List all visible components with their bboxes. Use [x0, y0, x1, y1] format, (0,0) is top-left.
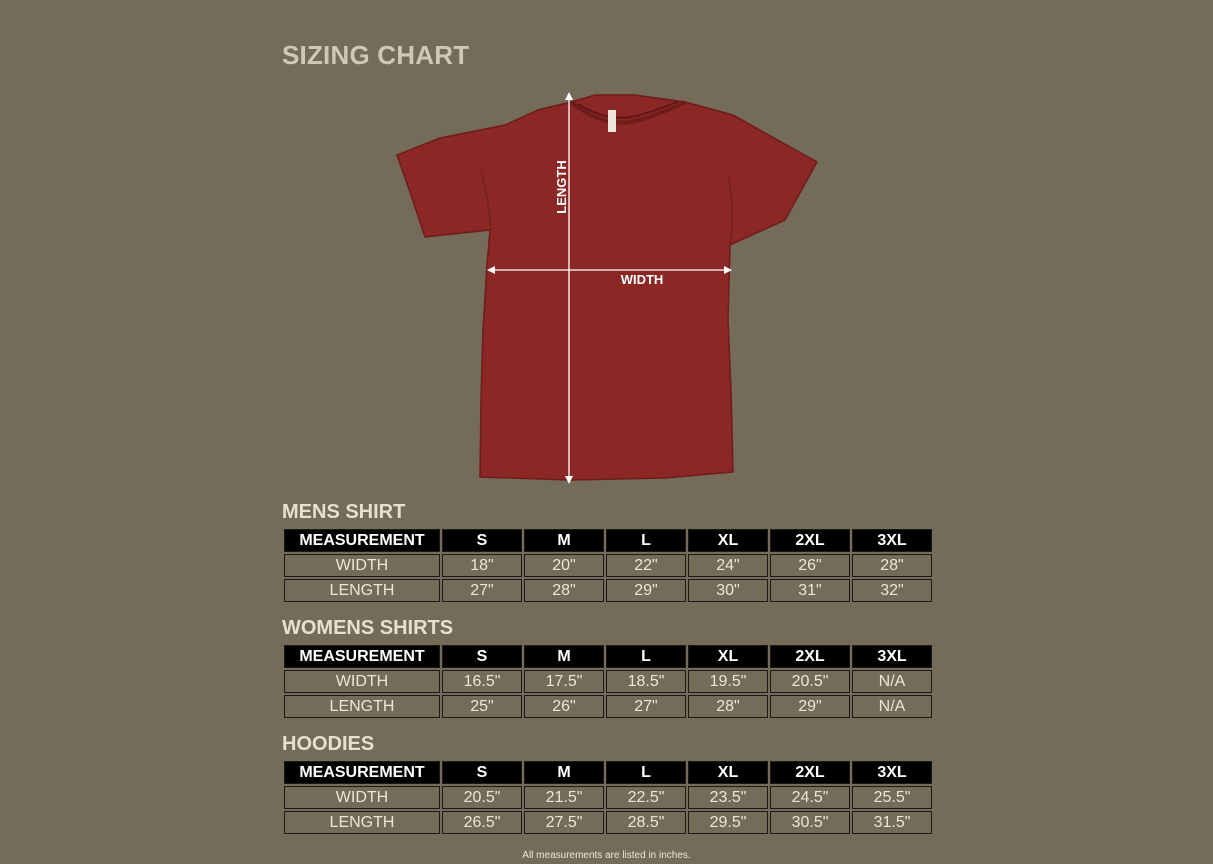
column-header: L	[606, 529, 686, 552]
column-header: XL	[688, 645, 768, 668]
tshirt-body	[397, 95, 817, 480]
column-header: XL	[688, 529, 768, 552]
womens-shirts-title: WOMENS SHIRTS	[282, 617, 454, 639]
column-header: 3XL	[852, 645, 932, 668]
table-cell: 28"	[688, 695, 768, 718]
column-header: M	[524, 529, 604, 552]
table-cell: N/A	[852, 695, 932, 718]
column-header: L	[606, 645, 686, 668]
table-cell: 23.5"	[688, 786, 768, 809]
table-cell: 25"	[442, 695, 522, 718]
table-cell: 25.5"	[852, 786, 932, 809]
table-cell: 26.5"	[442, 811, 522, 834]
table-row	[284, 670, 932, 693]
column-header: MEASUREMENT	[284, 761, 440, 784]
column-header: S	[442, 761, 522, 784]
table-cell: 22"	[606, 554, 686, 577]
table-cell: 17.5"	[524, 670, 604, 693]
row-label: WIDTH	[284, 554, 440, 577]
table-cell: 29"	[606, 579, 686, 602]
table-row	[284, 786, 932, 809]
page-title: SIZING CHART	[282, 40, 470, 70]
table-header-row	[284, 645, 932, 668]
table-row	[284, 811, 932, 834]
hoodies-size-table	[282, 759, 934, 836]
table-cell: 30"	[688, 579, 768, 602]
tshirt-diagram	[395, 90, 820, 485]
table-cell: 27"	[442, 579, 522, 602]
column-header: M	[524, 645, 604, 668]
table-cell: 32"	[852, 579, 932, 602]
width-label: WIDTH	[620, 272, 664, 287]
table-cell: 31"	[770, 579, 850, 602]
mens-size-table	[282, 527, 934, 604]
table-cell: 20.5"	[770, 670, 850, 693]
table-cell: 16.5"	[442, 670, 522, 693]
column-header: 3XL	[852, 529, 932, 552]
row-label: WIDTH	[284, 670, 440, 693]
table-cell: 28"	[524, 579, 604, 602]
column-header: M	[524, 761, 604, 784]
column-header: MEASUREMENT	[284, 529, 440, 552]
column-header: 2XL	[770, 761, 850, 784]
footnote: All measurements are listed in inches.	[522, 850, 691, 861]
table-cell: 27"	[606, 695, 686, 718]
table-cell: 24"	[688, 554, 768, 577]
table-cell: 29.5"	[688, 811, 768, 834]
table-cell: 20"	[524, 554, 604, 577]
mens-shirt-title: MENS SHIRT	[282, 501, 406, 523]
table-cell: 19.5"	[688, 670, 768, 693]
table-cell: 30.5"	[770, 811, 850, 834]
row-label: LENGTH	[284, 579, 440, 602]
column-header: S	[442, 645, 522, 668]
table-row	[284, 579, 932, 602]
table-cell: 21.5"	[524, 786, 604, 809]
table-cell: 27.5"	[524, 811, 604, 834]
table-cell: N/A	[852, 670, 932, 693]
row-label: WIDTH	[284, 786, 440, 809]
column-header: L	[606, 761, 686, 784]
table-cell: 28.5"	[606, 811, 686, 834]
table-cell: 24.5"	[770, 786, 850, 809]
column-header: S	[442, 529, 522, 552]
column-header: XL	[688, 761, 768, 784]
column-header: 2XL	[770, 645, 850, 668]
length-label: LENGTH	[554, 160, 569, 214]
table-cell: 31.5"	[852, 811, 932, 834]
table-row	[284, 554, 932, 577]
table-cell: 26"	[524, 695, 604, 718]
row-label: LENGTH	[284, 811, 440, 834]
table-cell: 20.5"	[442, 786, 522, 809]
table-cell: 18.5"	[606, 670, 686, 693]
column-header: 3XL	[852, 761, 932, 784]
table-cell: 29"	[770, 695, 850, 718]
hoodies-title: HOODIES	[282, 733, 375, 755]
table-cell: 22.5"	[606, 786, 686, 809]
tshirt-tag	[608, 110, 616, 132]
table-header-row	[284, 761, 932, 784]
table-cell: 28"	[852, 554, 932, 577]
womens-size-table	[282, 643, 934, 720]
table-row	[284, 695, 932, 718]
column-header: 2XL	[770, 529, 850, 552]
column-header: MEASUREMENT	[284, 645, 440, 668]
table-cell: 26"	[770, 554, 850, 577]
table-cell: 18"	[442, 554, 522, 577]
row-label: LENGTH	[284, 695, 440, 718]
table-header-row	[284, 529, 932, 552]
